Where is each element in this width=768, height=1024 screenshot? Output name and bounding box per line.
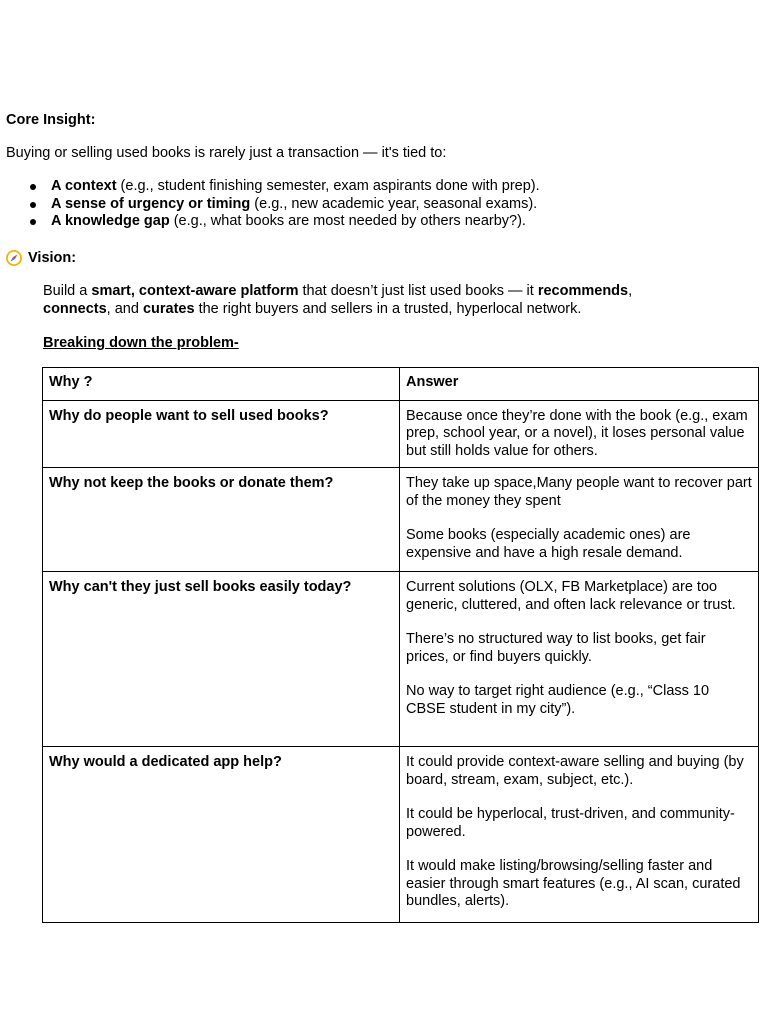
vision-text: that doesn’t just list used books — it bbox=[298, 283, 538, 299]
question-cell: Why not keep the books or donate them? bbox=[43, 468, 400, 572]
answer-text: They take up space,Many people want to recover part of the money they spent bbox=[406, 475, 752, 509]
vision-paragraph bbox=[43, 283, 683, 318]
answer-cell bbox=[400, 468, 759, 572]
answer-text: Some books (especially academic ones) are expensive and have a high resale demand. bbox=[406, 527, 691, 561]
answer-text: It would make listing/browsing/selling faster and easier through smart features (e.g., AI scan, curated bundles, alerts). bbox=[406, 858, 741, 909]
core-insight-intro: Buying or selling used books is rarely just a transaction — it's tied to: bbox=[6, 145, 447, 161]
bullet-item bbox=[27, 196, 540, 214]
table-row bbox=[43, 400, 759, 468]
vision-bold: smart, context-aware platform bbox=[91, 283, 299, 299]
table-row bbox=[43, 468, 759, 572]
answer-text: It could provide context-aware selling and buying (by board, stream, exam, subject, etc.). bbox=[406, 754, 744, 788]
table-row bbox=[43, 747, 759, 923]
vision-bold: connects bbox=[43, 300, 107, 317]
vision-text: , bbox=[628, 283, 633, 299]
bullet-text: (e.g., new academic year, seasonal exams). bbox=[250, 195, 538, 212]
vision-text: the right buyers and sellers in a trusted, hyperlocal network. bbox=[194, 300, 582, 317]
answer-text: Current solutions (OLX, FB Marketplace) are too generic, cluttered, and often lack relevance or trust. bbox=[406, 579, 736, 613]
answer-text: There’s no structured way to list books, get fair prices, or find buyers quickly. bbox=[406, 631, 706, 665]
vision-bold: recommends bbox=[537, 283, 629, 299]
bullet-item bbox=[27, 213, 540, 231]
vision-bold: curates bbox=[142, 300, 195, 317]
bullet-text: (e.g., student finishing semester, exam aspirants done with prep). bbox=[116, 178, 540, 194]
answer-text: No way to target right audience (e.g., “Class 10 CBSE student in my city”). bbox=[406, 683, 710, 717]
answer-text: Because once they’re done with the book (e.g., exam prep, school year, or a novel), it loses personal value but still holds value for others. bbox=[406, 407, 748, 459]
answer-cell bbox=[400, 400, 759, 468]
compass-icon bbox=[5, 249, 23, 267]
bullet-bold: A sense of urgency or timing bbox=[51, 195, 251, 212]
bullet-bold: A context bbox=[51, 178, 117, 194]
bullet-bold: A knowledge gap bbox=[51, 213, 170, 229]
core-insight-heading: Core Insight: bbox=[6, 112, 96, 128]
vision-heading: Vision: bbox=[28, 250, 77, 266]
bullet-item bbox=[27, 178, 540, 196]
vision-text: , and bbox=[106, 300, 143, 317]
question-cell: Why can't they just sell books easily today? bbox=[43, 572, 400, 747]
insight-bullet-list bbox=[27, 178, 540, 231]
question-cell: Why do people want to sell used books? bbox=[43, 400, 400, 468]
answer-cell bbox=[400, 747, 759, 923]
table-header-row bbox=[43, 368, 759, 401]
bullet-text: (e.g., what books are most needed by others nearby?). bbox=[169, 213, 526, 229]
vision-text: Build a bbox=[43, 283, 92, 299]
question-cell: Why would a dedicated app help? bbox=[43, 747, 400, 923]
table-row bbox=[43, 572, 759, 747]
answer-cell bbox=[400, 572, 759, 747]
column-header-answer: Answer bbox=[400, 368, 759, 401]
column-header-why: Why ? bbox=[43, 368, 400, 401]
breakdown-heading: Breaking down the problem- bbox=[43, 335, 239, 351]
answer-text: It could be hyperlocal, trust-driven, and community-powered. bbox=[406, 806, 735, 840]
problem-breakdown-table bbox=[42, 367, 759, 923]
